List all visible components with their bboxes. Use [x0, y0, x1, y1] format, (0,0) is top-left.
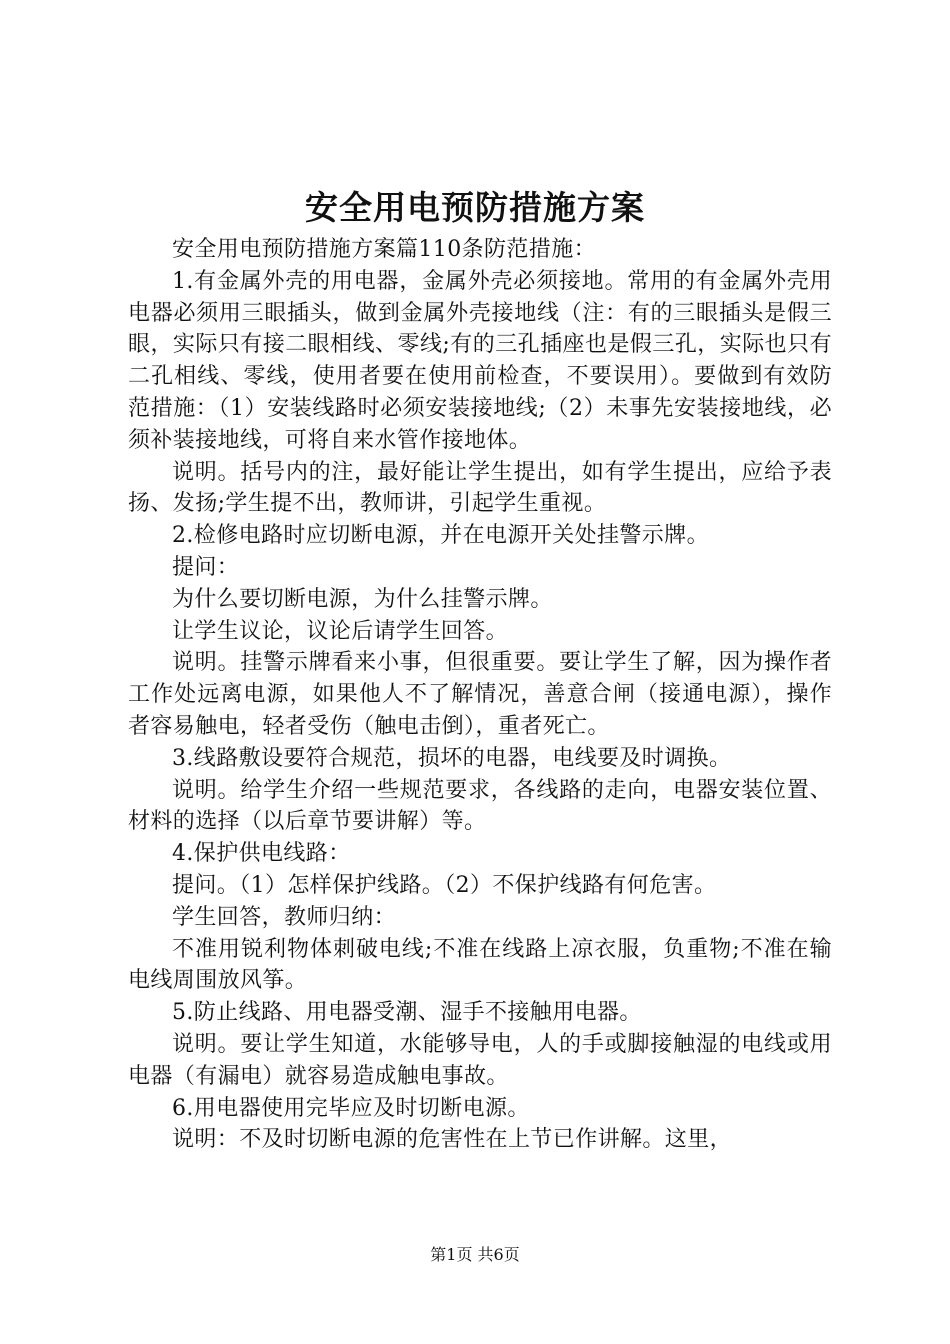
- paragraph: 说明。挂警示牌看来小事，但很重要。要让学生了解，因为操作者工作处远离电源，如果他人不了解情况，善意合闸（接通电源），操作者容易触电，轻者受伤（触电击倒），重者死亡。: [128, 650, 832, 739]
- paragraph: 让学生议论，议论后请学生回答。: [172, 618, 509, 644]
- paragraph: 不准用锐利物体刺破电线;不准在线路上凉衣服，负重物;不准在输电线周围放风筝。: [128, 936, 832, 994]
- paragraph: 说明。要让学生知道，水能够导电，人的手或脚接触湿的电线或用电器（有漏电）就容易造成触电事故。: [128, 1031, 832, 1089]
- document-body: [128, 234, 832, 1156]
- paragraph: 学生回答，教师归纳：: [172, 904, 397, 930]
- paragraph: 提问：: [172, 554, 240, 580]
- page-number-footer: 第1页 共6页: [430, 1245, 520, 1264]
- paragraph: 4.保护供电线路：: [172, 841, 351, 867]
- paragraph: 说明。给学生介绍一些规范要求，各线路的走向，电器安装位置、材料的选择（以后章节要讲解）等。: [128, 777, 832, 835]
- paragraph: 5.防止线路、用电器受潮、湿手不接触用电器。: [172, 1000, 642, 1026]
- paragraph: 6.用电器使用完毕应及时切断电源。: [172, 1095, 530, 1121]
- paragraph: 说明。括号内的注，最好能让学生提出，如有学生提出，应给予表扬、发扬;学生提不出，教师讲，引起学生重视。: [128, 459, 832, 517]
- paragraph: 说明：不及时切断电源的危害性在上节已作讲解。这里，: [172, 1127, 733, 1153]
- paragraph: 为什么要切断电源，为什么挂警示牌。: [172, 586, 553, 612]
- document-title: 安全用电预防措施方案: [305, 188, 645, 227]
- paragraph: 1.有金属外壳的用电器，金属外壳必须接地。常用的有金属外壳用电器必须用三眼插头，做到金属外壳接地线（注：有的三眼插头是假三眼，实际只有接二眼相线、零线;有的三孔插座也是假三孔，实际也只有二孔相线、零线，使用者要在使用前检查，不要误用）。要做到有效防范措施：（1）安装线路时必须安装接地线;（2）未事先安装接地线，必须补装接地线，可将自来水管作接地体。: [128, 268, 832, 453]
- paragraph: 提问。（1）怎样保护线路。（2）不保护线路有何危害。: [172, 872, 717, 898]
- paragraph: 安全用电预防措施方案篇110条防范措施：: [172, 237, 596, 262]
- paragraph: 2.检修电路时应切断电源，并在电源开关处挂警示牌。: [172, 523, 709, 549]
- paragraph: 3.线路敷设要符合规范，损坏的电器，电线要及时调换。: [172, 745, 732, 771]
